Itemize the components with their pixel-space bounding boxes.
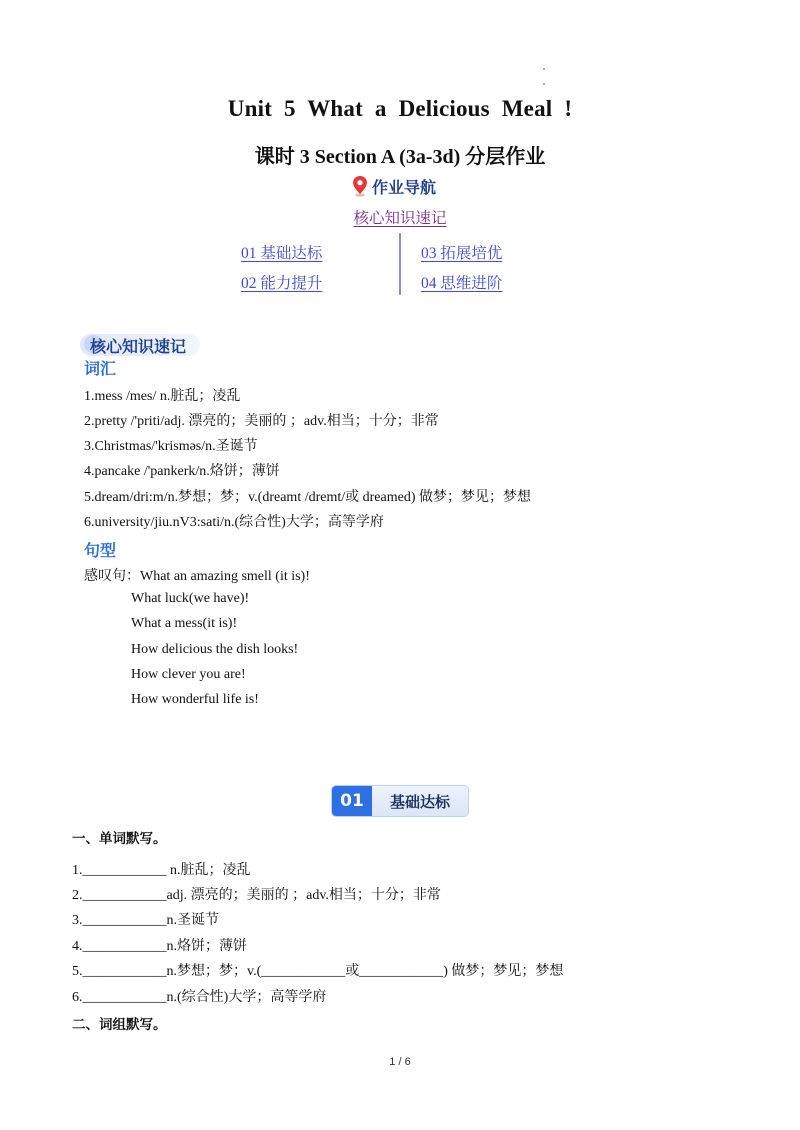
- vocab-line: 2.pretty /'priti/adj. 漂亮的；美丽的 ；adv.相当；十分；非常: [84, 414, 439, 429]
- sentence-line: What a mess(it is)!: [131, 616, 238, 631]
- section-number: 01: [332, 786, 372, 816]
- exercise-item: 5.____________n.梦想；梦；v.(____________或____________) 做梦；梦见；梦想: [72, 964, 564, 979]
- section-01-badge: [332, 786, 468, 816]
- vocab-line: 5.dream/dri:m/n.梦想；梦；v.(dreamt /dremt/或 dreamed) 做梦；梦见；梦想: [84, 490, 532, 505]
- location-pin-icon: [352, 175, 368, 197]
- exercise-item: 1.____________ n.脏乱；凌乱: [72, 863, 251, 878]
- part-2-heading: 二、词组默写。: [72, 1017, 167, 1033]
- vocab-line: 1.mess /mes/ n.脏乱；凌乱: [84, 389, 241, 404]
- nav-link-01[interactable]: 01 基础达标: [241, 245, 323, 262]
- page-number: 1 / 6: [389, 1056, 411, 1068]
- nav-link-02[interactable]: 02 能力提升: [241, 275, 323, 292]
- nav-link-03[interactable]: 03 拓展培优: [421, 245, 503, 262]
- scan-dot: [543, 68, 545, 70]
- exercise-item: 3.____________n.圣诞节: [72, 913, 219, 928]
- nav-link-04[interactable]: 04 思维进阶: [421, 275, 503, 292]
- core-knowledge-badge: [80, 332, 186, 358]
- sentence-heading: 句型: [84, 541, 117, 560]
- part-1-heading: 一、单词默写。: [72, 831, 167, 847]
- scan-dot: [543, 83, 545, 85]
- sentence-line: What luck(we have)!: [131, 591, 250, 606]
- document-subtitle: 课时 3 Section A (3a-3d) 分层作业: [254, 146, 546, 168]
- homework-nav-title: 作业导航: [372, 177, 437, 197]
- nav-divider: [399, 233, 401, 295]
- homework-nav-heading: [352, 174, 436, 198]
- vocab-line: 6.university/jiu.nV3:sati/n.(综合性)大学；高等学府: [84, 515, 384, 530]
- vocab-line: 4.pancake /'pankerk/n.烙饼；薄饼: [84, 464, 280, 479]
- vocab-heading: 词汇: [84, 359, 117, 378]
- exercise-item: 4.____________n.烙饼；薄饼: [72, 939, 247, 954]
- vocab-line: 3.Christmas/'krisməs/n.圣诞节: [84, 439, 258, 454]
- exercise-item: 6.____________n.(综合性)大学；高等学府: [72, 990, 327, 1005]
- nav-link-core-knowledge[interactable]: 核心知识速记: [353, 210, 447, 227]
- sentence-line: How delicious the dish looks!: [131, 642, 299, 657]
- sentence-line: How wonderful life is!: [131, 692, 259, 707]
- sentence-line: How clever you are!: [131, 667, 246, 682]
- exercise-item: 2.____________adj. 漂亮的；美丽的 ；adv.相当；十分；非常: [72, 888, 441, 903]
- document-title: Unit 5 What a Delicious Meal !: [227, 96, 573, 121]
- sentence-line: 感叹句：What an amazing smell (it is)!: [84, 569, 310, 584]
- section-label: 基础达标: [372, 786, 468, 816]
- core-knowledge-title: 核心知识速记: [90, 336, 187, 356]
